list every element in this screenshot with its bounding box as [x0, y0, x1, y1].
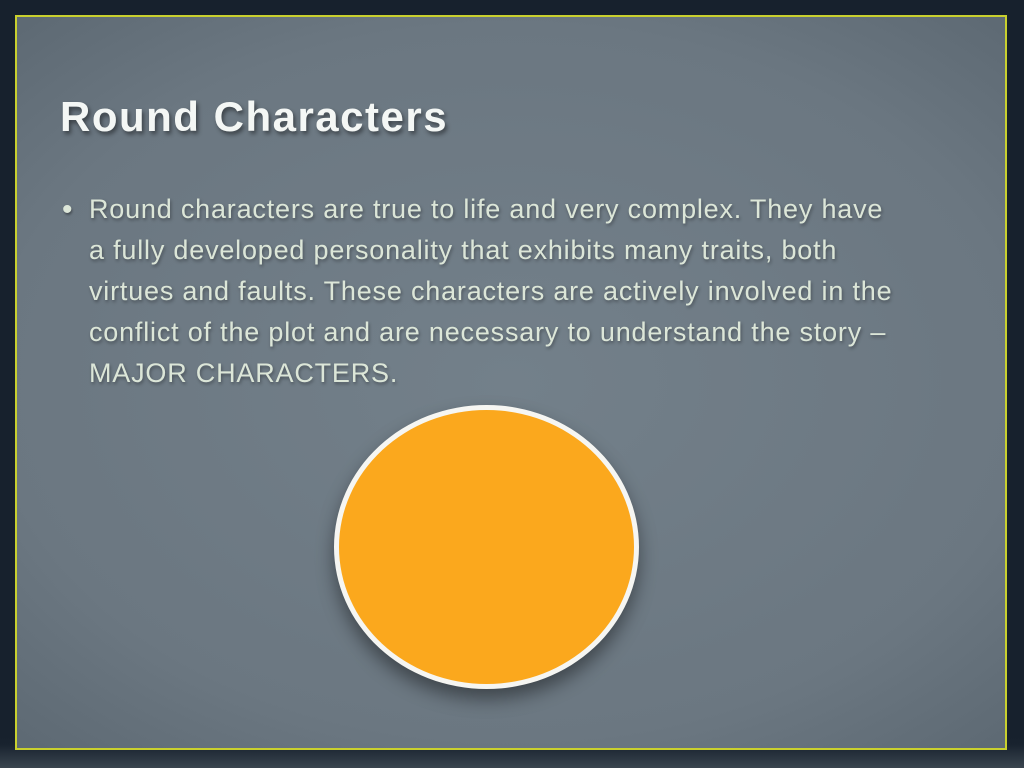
slide-canvas [15, 15, 1007, 750]
bullet-text-line: Round characters are true to life and very complex. They have [89, 194, 884, 224]
bullet-marker: • [62, 193, 73, 226]
bullet-text [89, 189, 892, 394]
slide-title: Round Characters [60, 93, 449, 140]
bullet-text-line: MAJOR CHARACTERS. [89, 358, 399, 388]
bullet-paragraph [62, 189, 892, 394]
bullet-text-line: virtues and faults. These characters are actively involved in the [89, 276, 893, 306]
bullet-text-line: a fully developed personality that exhibits many traits, both [89, 235, 838, 265]
orange-ellipse [334, 405, 639, 689]
bullet-text-line: conflict of the plot and are necessary to understand the story – [89, 317, 887, 347]
